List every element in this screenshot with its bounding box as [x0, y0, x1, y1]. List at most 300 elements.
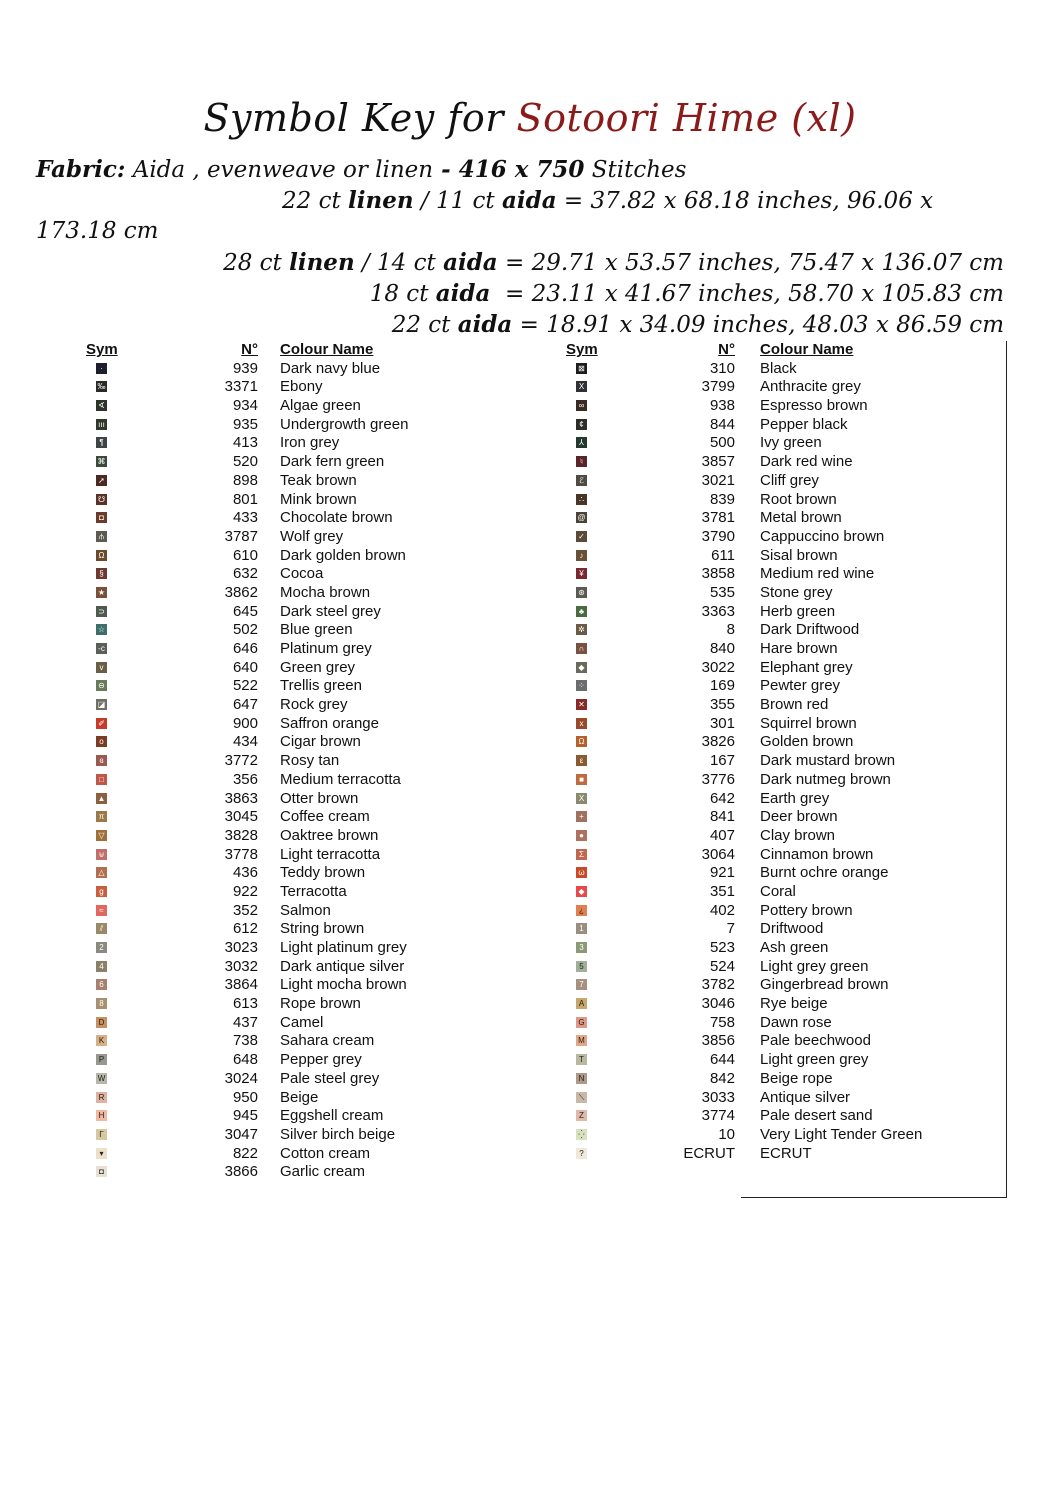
floss-number: 434 — [232, 733, 258, 751]
header-sym: Sym — [86, 341, 118, 358]
symbol-swatch-icon: ◘ — [96, 1166, 107, 1177]
floss-number: 352 — [232, 901, 258, 919]
colour-name: Dark nutmeg brown — [760, 770, 891, 788]
colour-name: Dark Driftwood — [760, 621, 860, 639]
symbol-swatch-icon: + — [576, 811, 587, 822]
colour-name: Squirrel brown — [760, 714, 857, 732]
table-row — [60, 434, 480, 453]
floss-number: 520 — [232, 453, 258, 471]
colour-name: Pale steel grey — [280, 1069, 380, 1087]
colour-name: Pale beechwood — [760, 1032, 871, 1050]
table-row — [60, 453, 480, 472]
table-row — [60, 864, 480, 883]
floss-number: 436 — [232, 864, 258, 882]
table-row — [540, 547, 960, 566]
table-row — [60, 790, 480, 809]
table-row — [60, 528, 480, 547]
page-title — [0, 96, 1060, 140]
floss-number: 613 — [232, 995, 258, 1013]
table-header — [60, 341, 480, 360]
header-colour-name: Colour Name — [760, 341, 854, 358]
table-row — [60, 547, 480, 566]
floss-number: 500 — [709, 434, 735, 452]
floss-number: 3863 — [224, 789, 258, 807]
floss-number: 610 — [232, 546, 258, 564]
table-row — [540, 640, 960, 659]
stitch-suffix: Stitches — [591, 157, 687, 183]
floss-number: 842 — [709, 1069, 735, 1087]
table-row — [540, 1145, 960, 1164]
table-header — [540, 341, 960, 360]
table-row — [60, 360, 480, 379]
colour-name: Dark golden brown — [280, 546, 406, 564]
floss-number: 646 — [232, 640, 258, 657]
symbol-table-left — [60, 341, 480, 1182]
floss-number: 844 — [709, 415, 735, 433]
floss-number: 632 — [232, 565, 258, 583]
table-row — [60, 733, 480, 752]
symbol-swatch-icon: ⁘ — [576, 680, 587, 691]
floss-number: 3032 — [224, 957, 258, 975]
floss-number: 169 — [709, 677, 735, 695]
symbol-swatch-icon: R — [96, 1092, 107, 1103]
table-row — [540, 565, 960, 584]
symbol-swatch-icon: P — [96, 1054, 107, 1065]
symbol-swatch-icon: A — [576, 998, 587, 1009]
floss-number: 758 — [709, 1013, 735, 1031]
floss-number: 522 — [232, 677, 258, 695]
symbol-swatch-icon: ∴ — [576, 494, 587, 505]
colour-name: Terracotta — [280, 882, 347, 900]
table-row — [60, 416, 480, 435]
symbol-swatch-icon: G — [576, 1017, 587, 1028]
colour-name: Ebony — [280, 378, 323, 396]
floss-number: 612 — [232, 920, 258, 938]
symbol-swatch-icon: ➚ — [96, 475, 107, 486]
table-row — [540, 808, 960, 827]
floss-number: 523 — [709, 939, 735, 956]
colour-name: Sahara cream — [280, 1032, 375, 1050]
symbol-swatch-icon: 2 — [96, 942, 107, 953]
table-row — [60, 939, 480, 958]
table-row — [540, 397, 960, 416]
colour-name: Rosy tan — [280, 752, 340, 770]
floss-number: 3790 — [701, 527, 735, 545]
symbol-swatch-icon: ♮ — [576, 456, 587, 467]
floss-number: 356 — [232, 770, 258, 788]
table-row — [60, 472, 480, 491]
symbol-swatch-icon: ✓ — [576, 531, 587, 542]
colour-name: Undergrowth green — [280, 415, 409, 433]
colour-name: Light terracotta — [280, 845, 381, 863]
floss-number: 402 — [709, 901, 735, 919]
symbol-swatch-icon: Ω — [576, 736, 587, 747]
header-number: N° — [718, 341, 735, 358]
colour-name: Pepper grey — [280, 1051, 362, 1069]
table-row — [540, 659, 960, 678]
colour-name: Espresso brown — [760, 397, 868, 415]
colour-name: ECRUT — [760, 1144, 812, 1162]
table-row — [60, 1145, 480, 1164]
colour-name: Silver birch beige — [280, 1125, 396, 1143]
colour-name: Anthracite grey — [760, 378, 861, 396]
colour-name: Cotton cream — [280, 1144, 371, 1162]
floss-number: 3045 — [224, 808, 258, 826]
symbol-swatch-icon: § — [96, 568, 107, 579]
colour-name: Hare brown — [760, 640, 838, 657]
floss-number: 640 — [232, 658, 258, 676]
colour-name: Cigar brown — [280, 733, 361, 751]
symbol-swatch-icon: ■ — [576, 774, 587, 785]
table-row — [540, 1126, 960, 1145]
colour-name: Cocoa — [280, 565, 324, 583]
floss-number: 3022 — [701, 658, 735, 676]
colour-name: Cliff grey — [760, 471, 819, 489]
colour-name: Clay brown — [760, 826, 836, 844]
size-line-22-aida: 22 ct aida = 18.91 x 34.09 inches, 48.03 x 86.59 cm — [391, 311, 1004, 338]
fabric-label: Fabric: — [36, 156, 126, 183]
table-row — [540, 958, 960, 977]
symbol-swatch-icon: ◘ — [96, 512, 107, 523]
floss-number: 502 — [232, 621, 258, 639]
table-row — [540, 752, 960, 771]
table-row — [540, 528, 960, 547]
colour-name: Very Light Tender Green — [760, 1125, 923, 1143]
colour-name: Herb green — [760, 602, 836, 620]
floss-number: 167 — [709, 752, 735, 770]
symbol-swatch-icon: ⫛ — [96, 531, 107, 542]
symbol-swatch-icon: ★ — [97, 587, 106, 597]
symbol-swatch-icon: ◪ — [97, 700, 106, 710]
floss-number: 801 — [232, 490, 258, 508]
symbol-swatch-icon: 6 — [96, 979, 107, 990]
colour-name: Dark antique silver — [280, 957, 405, 975]
floss-number: 8 — [726, 621, 735, 639]
table-row — [60, 1126, 480, 1145]
symbol-swatch-icon: 1 — [576, 923, 587, 934]
table-row — [540, 1107, 960, 1126]
symbol-swatch-icon: ✲ — [576, 624, 587, 635]
table-row — [540, 883, 960, 902]
symbol-swatch-icon: Γ — [96, 1129, 107, 1140]
symbol-swatch-icon: -c — [96, 643, 107, 654]
table-row — [540, 491, 960, 510]
colour-name: Dawn rose — [760, 1013, 832, 1031]
table-row — [60, 378, 480, 397]
table-row — [60, 584, 480, 603]
colour-name: Pepper black — [760, 415, 848, 433]
symbol-swatch-icon: ɞ — [96, 755, 107, 766]
floss-number: 3799 — [701, 378, 735, 396]
colour-name: Eggshell cream — [280, 1107, 384, 1125]
floss-number: 3862 — [224, 583, 258, 601]
floss-number: 642 — [709, 789, 735, 807]
symbol-swatch-icon: ⫽ — [96, 923, 107, 934]
table-row — [60, 827, 480, 846]
table-row — [60, 640, 480, 659]
colour-name: Beige — [280, 1088, 319, 1106]
floss-number: 822 — [232, 1144, 258, 1162]
colour-name: String brown — [280, 920, 365, 938]
floss-number: 900 — [232, 714, 258, 732]
table-row — [540, 584, 960, 603]
colour-name: Chocolate brown — [280, 509, 393, 527]
symbol-swatch-icon: ε — [576, 755, 587, 766]
table-row — [60, 1107, 480, 1126]
fabric-sep: - — [433, 156, 459, 183]
floss-number: 351 — [709, 882, 735, 900]
colour-name: Light grey green — [760, 957, 869, 975]
table-row — [60, 846, 480, 865]
symbol-swatch-icon: X — [576, 381, 587, 392]
colour-name: Light mocha brown — [280, 976, 407, 994]
floss-number: 644 — [709, 1051, 735, 1069]
symbol-swatch-icon: ♪ — [576, 550, 587, 561]
floss-number: 3828 — [224, 826, 258, 844]
table-row — [60, 976, 480, 995]
size-line-22-linen-wrap: 173.18 cm — [36, 218, 159, 244]
colour-name: Driftwood — [760, 920, 824, 938]
colour-name: Garlic cream — [280, 1163, 366, 1181]
table-row — [60, 771, 480, 790]
table-row — [60, 1070, 480, 1089]
table-row — [540, 453, 960, 472]
table-row — [60, 752, 480, 771]
floss-number: 738 — [232, 1032, 258, 1050]
table-row — [540, 1014, 960, 1033]
symbol-swatch-icon: ∞ — [576, 400, 587, 411]
floss-number: 355 — [709, 696, 735, 714]
symbol-swatch-icon: △ — [96, 867, 107, 878]
colour-name: Root brown — [760, 490, 837, 508]
table-row — [60, 920, 480, 939]
symbol-swatch-icon: v — [96, 662, 107, 673]
symbol-swatch-icon: ♣ — [576, 606, 587, 617]
header-sym: Sym — [566, 341, 598, 358]
table-row — [60, 491, 480, 510]
symbol-swatch-icon: o — [96, 736, 107, 747]
symbol-swatch-icon: ⌘ — [97, 457, 106, 467]
floss-number: 413 — [232, 434, 258, 452]
colour-name: Stone grey — [760, 583, 833, 601]
header-number: N° — [241, 341, 258, 358]
colour-name: Dark mustard brown — [760, 752, 896, 770]
symbol-swatch-icon: H — [96, 1110, 107, 1121]
floss-number: 921 — [709, 864, 735, 882]
floss-number: ECRUT — [683, 1144, 735, 1162]
table-row — [60, 902, 480, 921]
floss-number: 935 — [232, 415, 258, 433]
symbol-swatch-icon: ⊃ — [96, 606, 107, 617]
table-row — [540, 1089, 960, 1108]
pattern-name: Sotoori Hime (xl) — [516, 96, 857, 140]
colour-name: Oaktree brown — [280, 826, 379, 844]
table-row — [60, 1163, 480, 1182]
colour-name: Beige rope — [760, 1069, 833, 1087]
colour-name: Antique silver — [760, 1088, 851, 1106]
symbol-swatch-icon: ≈ — [96, 905, 107, 916]
symbol-swatch-icon: π — [96, 811, 107, 822]
symbol-swatch-icon: ▲ — [97, 793, 106, 803]
floss-number: 3787 — [224, 527, 258, 545]
floss-number: 3858 — [701, 565, 735, 583]
table-row — [540, 902, 960, 921]
symbol-swatch-icon: ● — [576, 830, 587, 841]
floss-number: 841 — [709, 808, 735, 826]
symbol-swatch-icon: ⁛ — [576, 1129, 587, 1140]
table-row — [540, 1070, 960, 1089]
colour-name: Wolf grey — [280, 527, 344, 545]
table-row — [540, 771, 960, 790]
symbol-swatch-icon: ⟍ — [576, 1092, 587, 1103]
colour-name: Dark steel grey — [280, 602, 381, 620]
symbol-swatch-icon: ▽ — [96, 830, 107, 841]
floss-number: 3864 — [224, 976, 258, 994]
colour-name: Blue green — [280, 621, 353, 639]
symbol-swatch-icon: ¢ — [576, 419, 587, 430]
symbol-swatch-icon: □ — [96, 774, 107, 785]
symbol-swatch-icon: ¿ — [576, 905, 587, 916]
floss-number: 648 — [232, 1051, 258, 1069]
symbol-swatch-icon: ⊖ — [96, 680, 107, 691]
table-row — [540, 696, 960, 715]
floss-number: 3021 — [701, 471, 735, 489]
colour-name: Light green grey — [760, 1051, 869, 1069]
symbol-swatch-icon: ‰ — [97, 382, 106, 392]
colour-name: Otter brown — [280, 789, 359, 807]
colour-name: Pale desert sand — [760, 1107, 873, 1125]
colour-name: Saffron orange — [280, 714, 379, 732]
symbol-swatch-icon: ¥ — [576, 568, 587, 579]
symbol-table-right — [540, 341, 960, 1163]
table-row — [540, 677, 960, 696]
colour-name: Earth grey — [760, 789, 830, 807]
floss-number: 647 — [232, 696, 258, 714]
symbol-swatch-icon: ∢ — [96, 400, 107, 411]
table-row — [540, 378, 960, 397]
colour-name: Camel — [280, 1013, 324, 1031]
table-row — [540, 864, 960, 883]
table-row — [540, 976, 960, 995]
colour-name: Medium red wine — [760, 565, 875, 583]
symbol-swatch-icon: Ω — [96, 550, 107, 561]
floss-number: 3363 — [701, 602, 735, 620]
table-row — [60, 659, 480, 678]
floss-number: 3024 — [224, 1069, 258, 1087]
floss-number: 3776 — [701, 770, 735, 788]
floss-number: 934 — [232, 397, 258, 415]
floss-number: 3371 — [224, 378, 258, 396]
floss-number: 3046 — [701, 995, 735, 1013]
symbol-swatch-icon: ? — [576, 1148, 587, 1159]
symbol-swatch-icon: D — [96, 1017, 107, 1028]
symbol-swatch-icon: ◆ — [576, 662, 587, 673]
colour-name: Coral — [760, 882, 796, 900]
colour-name: Golden brown — [760, 733, 854, 751]
table-row — [540, 1051, 960, 1070]
table-row — [60, 995, 480, 1014]
table-row — [60, 696, 480, 715]
fabric-types: Aida , evenweave or linen — [132, 157, 434, 183]
symbol-swatch-icon: ◆ — [576, 886, 587, 897]
colour-name: Cinnamon brown — [760, 845, 874, 863]
table-row — [60, 808, 480, 827]
table-row — [540, 509, 960, 528]
colour-name: Burnt ochre orange — [760, 864, 889, 882]
colour-name: Green grey — [280, 658, 356, 676]
colour-name: Rye beige — [760, 995, 828, 1013]
table-border-bottom — [741, 1197, 1007, 1198]
colour-name: Rope brown — [280, 995, 361, 1013]
title-prefix: Symbol Key for — [203, 96, 504, 140]
floss-number: 3866 — [224, 1163, 258, 1181]
colour-name: Medium terracotta — [280, 770, 401, 788]
floss-number: 3023 — [224, 939, 258, 956]
symbol-swatch-icon: 7 — [576, 979, 587, 990]
floss-number: 945 — [232, 1107, 258, 1125]
colour-name: Salmon — [280, 901, 331, 919]
symbol-swatch-icon: ¶ — [96, 437, 107, 448]
table-row — [540, 416, 960, 435]
size-line-22-linen: 22 ct linen / 11 ct aida = 37.82 x 68.18 inches, 96.06 x — [282, 187, 934, 214]
symbol-swatch-icon: g — [96, 886, 107, 897]
floss-number: 301 — [709, 714, 735, 732]
symbol-swatch-icon: ⊠ — [576, 363, 587, 374]
table-border-right — [1006, 341, 1007, 1197]
table-row — [60, 565, 480, 584]
table-row — [60, 603, 480, 622]
floss-number: 922 — [232, 882, 258, 900]
floss-number: 7 — [726, 920, 735, 938]
colour-name: Black — [760, 359, 797, 377]
table-row — [60, 397, 480, 416]
floss-number: 407 — [709, 826, 735, 844]
floss-number: 535 — [709, 583, 735, 601]
floss-number: 839 — [709, 490, 735, 508]
header-colour-name: Colour Name — [280, 341, 374, 358]
colour-name: Brown red — [760, 696, 829, 714]
floss-number: 3778 — [224, 845, 258, 863]
colour-name: Platinum grey — [280, 640, 372, 657]
symbol-swatch-icon: · — [96, 363, 107, 374]
symbol-swatch-icon: Σ — [576, 849, 587, 860]
floss-number: 524 — [709, 957, 735, 975]
table-row — [540, 995, 960, 1014]
symbol-swatch-icon: 5 — [576, 961, 587, 972]
table-row — [60, 1051, 480, 1070]
symbol-swatch-icon: X — [576, 793, 587, 804]
floss-number: 3064 — [701, 845, 735, 863]
table-row — [60, 677, 480, 696]
colour-name: Teak brown — [280, 471, 357, 489]
colour-name: Gingerbread brown — [760, 976, 889, 994]
table-row — [60, 1089, 480, 1108]
size-line-18-aida: 18 ct aida = 23.11 x 41.67 inches, 58.70 x 105.83 cm — [369, 280, 1004, 307]
colour-name: Pottery brown — [760, 901, 853, 919]
colour-name: Sisal brown — [760, 546, 838, 564]
symbol-swatch-icon: ⊛ — [576, 587, 587, 598]
table-row — [60, 1014, 480, 1033]
symbol-swatch-icon: 3 — [576, 942, 587, 953]
table-row — [540, 472, 960, 491]
colour-name: Coffee cream — [280, 808, 370, 826]
table-row — [540, 733, 960, 752]
colour-name: Teddy brown — [280, 864, 366, 882]
floss-number: 938 — [709, 397, 735, 415]
symbol-swatch-icon: ⅄ — [576, 437, 587, 448]
fabric-line — [36, 156, 686, 183]
colour-name: Trellis green — [280, 677, 362, 695]
